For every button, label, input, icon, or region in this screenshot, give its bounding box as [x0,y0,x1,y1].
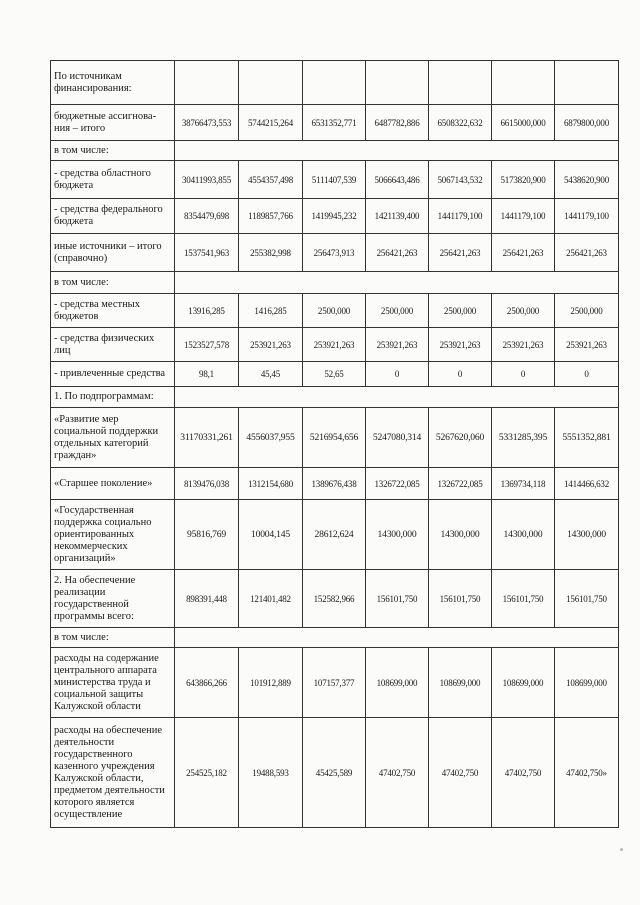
value-cell: 8139476,038 [175,468,239,500]
value-cell: 253921,263 [366,328,429,362]
row-label: в том числе: [51,141,175,161]
value-cell: 31170331,261 [175,408,239,468]
value-cell: 256473,913 [303,234,366,272]
value-cell [239,61,303,105]
table-row [51,628,619,648]
value-cell: 6508322,632 [429,105,492,141]
value-cell [303,61,366,105]
value-cell: 6487782,886 [366,105,429,141]
table-row [51,362,619,387]
value-cell: 108699,000 [429,648,492,718]
value-cell: 4554357,498 [239,161,303,199]
value-cell: 5067143,532 [429,161,492,199]
value-cell: 5173820,900 [492,161,555,199]
value-cell: 47402,750 [492,718,555,828]
value-cell: 6615000,000 [492,105,555,141]
value-cell: 2500,000 [555,294,619,328]
value-cell: 5744215,264 [239,105,303,141]
value-cell: 0 [492,362,555,387]
value-cell: 45425,589 [303,718,366,828]
value-cell: 5066643,486 [366,161,429,199]
row-label: «Старшее поколение» [51,468,175,500]
value-cell: 1419945,232 [303,199,366,234]
value-cell: 1416,285 [239,294,303,328]
value-cell: 5551352,881 [555,408,619,468]
value-cell: 1326722,085 [429,468,492,500]
empty-span-cell [175,272,619,294]
row-label: - средства областного бюджета [51,161,175,199]
value-cell: 5216954,656 [303,408,366,468]
row-label: 1. По подпрограммам: [51,387,175,408]
value-cell: 0 [429,362,492,387]
value-cell: 47402,750 [429,718,492,828]
value-cell: 156101,750 [555,570,619,628]
value-cell: 108699,000 [492,648,555,718]
empty-span-cell [175,387,619,408]
value-cell: 256421,263 [429,234,492,272]
value-cell: 253921,263 [303,328,366,362]
value-cell: 1414466,632 [555,468,619,500]
value-cell: 1326722,085 [366,468,429,500]
value-cell [175,61,239,105]
value-cell: 253921,263 [239,328,303,362]
value-cell: 1441179,100 [429,199,492,234]
row-label: «Развитие мер социальной поддержки отдельных категорий граждан» [51,408,175,468]
value-cell: 38766473,553 [175,105,239,141]
row-label: - привлеченные средства [51,362,175,387]
table-row [51,468,619,500]
table-row [51,408,619,468]
value-cell: 6531352,771 [303,105,366,141]
value-cell: 14300,000 [492,500,555,570]
table-row [51,199,619,234]
table-row [51,61,619,105]
value-cell: 1189857,766 [239,199,303,234]
scan-speck [620,848,623,851]
table-row [51,141,619,161]
table-row [51,718,619,828]
value-cell: 2500,000 [429,294,492,328]
value-cell: 256421,263 [555,234,619,272]
table-row [51,294,619,328]
row-label: - средства федерального бюджета [51,199,175,234]
value-cell: 256421,263 [366,234,429,272]
row-label: в том числе: [51,628,175,648]
table-row [51,648,619,718]
table-row [51,161,619,199]
value-cell: 152582,966 [303,570,366,628]
value-cell: 10004,145 [239,500,303,570]
value-cell: 2500,000 [492,294,555,328]
row-label: в том числе: [51,272,175,294]
empty-span-cell [175,628,619,648]
table-row [51,272,619,294]
table-row [51,387,619,408]
value-cell: 1312154,680 [239,468,303,500]
empty-span-cell [175,141,619,161]
value-cell: 5331285,395 [492,408,555,468]
value-cell: 253921,263 [492,328,555,362]
value-cell: 1537541,963 [175,234,239,272]
row-label: 2. На обеспечение реализации государственной программы всего: [51,570,175,628]
table-row [51,328,619,362]
value-cell: 28612,624 [303,500,366,570]
table-row [51,500,619,570]
value-cell: 108699,000 [366,648,429,718]
value-cell: 253921,263 [555,328,619,362]
row-label: «Государственная поддержка социально ориентированных некоммерческих организаций» [51,500,175,570]
value-cell: 254525,182 [175,718,239,828]
value-cell: 643866,266 [175,648,239,718]
value-cell: 101912,889 [239,648,303,718]
value-cell: 14300,000 [366,500,429,570]
value-cell: 14300,000 [429,500,492,570]
value-cell: 6879800,000 [555,105,619,141]
value-cell: 19488,593 [239,718,303,828]
value-cell [492,61,555,105]
row-label: иные источники – итого (справочно) [51,234,175,272]
value-cell: 898391,448 [175,570,239,628]
value-cell: 2500,000 [303,294,366,328]
value-cell: 95816,769 [175,500,239,570]
value-cell: 253921,263 [429,328,492,362]
value-cell: 45,45 [239,362,303,387]
row-label: - средства местных бюджетов [51,294,175,328]
value-cell: 1369734,118 [492,468,555,500]
value-cell: 1523527,578 [175,328,239,362]
value-cell: 121401,482 [239,570,303,628]
value-cell [429,61,492,105]
value-cell: 1421139,400 [366,199,429,234]
value-cell [555,61,619,105]
value-cell [366,61,429,105]
row-label: расходы на обеспечение деятельности государственного казенного учреждения Калужской области, предметом деятельности которого является осуществление [51,718,175,828]
value-cell: 0 [555,362,619,387]
value-cell: 30411993,855 [175,161,239,199]
value-cell: 8354479,698 [175,199,239,234]
value-cell: 0 [366,362,429,387]
value-cell: 1389676,438 [303,468,366,500]
row-label: бюджетные ассигнова- ния – итого [51,105,175,141]
table-row [51,105,619,141]
row-label: - средства физических лиц [51,328,175,362]
row-label: По источникам финансирования: [51,61,175,105]
value-cell: 47402,750» [555,718,619,828]
value-cell: 98,1 [175,362,239,387]
value-cell: 1441179,100 [492,199,555,234]
value-cell: 13916,285 [175,294,239,328]
table-row [51,570,619,628]
value-cell: 5111407,539 [303,161,366,199]
value-cell: 156101,750 [366,570,429,628]
value-cell: 5247080,314 [366,408,429,468]
value-cell: 4556037,955 [239,408,303,468]
value-cell: 156101,750 [429,570,492,628]
value-cell: 108699,000 [555,648,619,718]
value-cell: 14300,000 [555,500,619,570]
value-cell: 47402,750 [366,718,429,828]
row-label: расходы на содержание центрального аппарата министерства труда и социальной защиты Калужской области [51,648,175,718]
value-cell: 5267620,060 [429,408,492,468]
value-cell: 156101,750 [492,570,555,628]
value-cell: 1441179,100 [555,199,619,234]
value-cell: 255382,998 [239,234,303,272]
value-cell: 52,65 [303,362,366,387]
value-cell: 5438620,900 [555,161,619,199]
table-row [51,234,619,272]
value-cell: 107157,377 [303,648,366,718]
financing-table [50,60,619,828]
value-cell: 256421,263 [492,234,555,272]
value-cell: 2500,000 [366,294,429,328]
